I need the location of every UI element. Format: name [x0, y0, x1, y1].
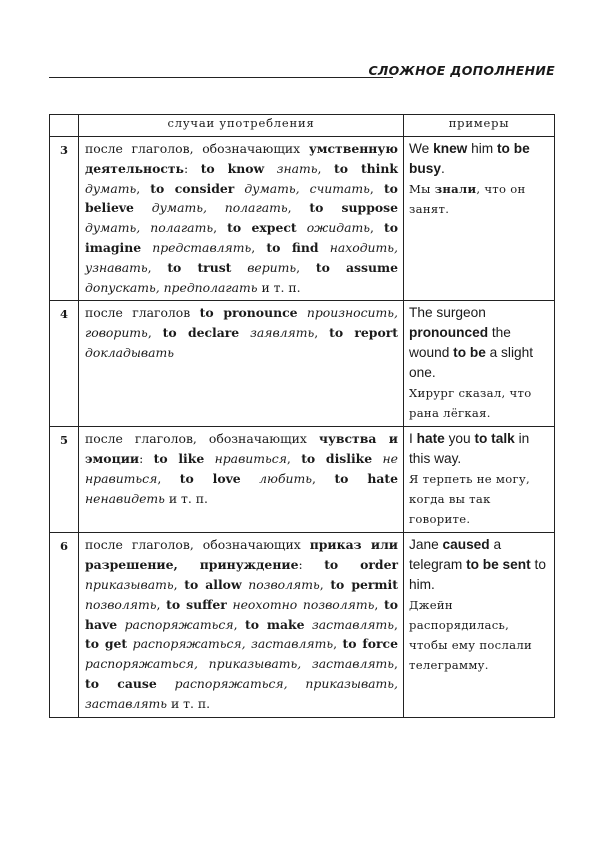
table-row	[50, 301, 555, 427]
examples-cell	[404, 301, 555, 427]
text-run: ,	[156, 596, 167, 612]
example-english	[409, 429, 550, 469]
usage-cell	[79, 533, 404, 717]
text-run: ,	[147, 259, 168, 275]
bold-term: чувства и эмоции	[85, 431, 398, 467]
examples-cell	[404, 427, 555, 533]
text-run	[372, 451, 382, 466]
usage-cell	[79, 427, 404, 533]
usage-table	[49, 114, 555, 718]
bold-term: to trust	[167, 259, 232, 275]
translation: неохотно позволять	[232, 596, 375, 612]
text-run: и т. п.	[164, 490, 208, 506]
table-row	[50, 533, 555, 717]
text-run: Хирург сказал, что рана лёгкая.	[409, 386, 532, 421]
examples-cell	[404, 137, 555, 301]
translation: находить, узнавать	[85, 239, 398, 275]
text-run: :	[298, 557, 325, 573]
bold-term: to talk	[474, 431, 515, 447]
text-run	[204, 451, 214, 466]
text-run: to him.	[409, 557, 546, 593]
row-number: 5	[50, 427, 79, 533]
text-run: a slight one.	[409, 345, 534, 381]
text-run: The surgeon	[409, 305, 486, 321]
bold-term: to allow	[184, 576, 242, 592]
translation: представлять	[152, 239, 252, 255]
text-run: после глаголов, обозначающих	[85, 537, 310, 553]
translation: думать, считать	[244, 180, 370, 196]
translation: распоряжаться, приказывать, заставлять	[85, 656, 395, 672]
text-run: и т. п.	[167, 695, 211, 711]
text-run: Jane	[409, 537, 443, 553]
text-run	[234, 181, 244, 196]
text-run	[297, 220, 307, 235]
row-number: 6	[50, 533, 79, 717]
translation: допускать, предполагать	[85, 279, 258, 295]
row-number: 4	[50, 301, 79, 427]
text-run: ,	[319, 576, 331, 592]
bold-term: to pronounce	[199, 305, 298, 321]
text-run: in this way.	[409, 431, 530, 467]
text-run: the wound	[409, 325, 511, 361]
bold-term: to cause	[85, 675, 157, 691]
text-run: ,	[394, 656, 398, 672]
row-number: 3	[50, 137, 79, 301]
column-header-examples: примеры	[404, 115, 555, 137]
text-run: ,	[136, 180, 151, 196]
section-title: СЛОЖНОЕ ДОПОЛНЕНИЕ	[368, 63, 555, 78]
translation: распоряжаться	[124, 616, 234, 632]
text-run: после глаголов	[85, 305, 200, 321]
text-run: ,	[157, 470, 180, 486]
translation: думать, полагать	[85, 220, 214, 236]
translation: заставлять	[311, 616, 395, 632]
text-run: ,	[312, 470, 335, 486]
bold-term: to permit	[330, 576, 398, 592]
table-row	[50, 427, 555, 533]
example-english	[409, 303, 550, 383]
bold-term: caused	[442, 537, 490, 553]
bold-term: to have	[85, 596, 398, 632]
text-run: you	[444, 431, 475, 447]
text-run: ,	[394, 616, 398, 632]
translation: любить	[259, 470, 313, 486]
text-run: ,	[251, 239, 267, 255]
text-run: Мы	[409, 182, 435, 196]
bold-term: knew	[433, 141, 468, 156]
bold-term: to find	[266, 239, 319, 255]
bold-term: hate	[416, 431, 445, 447]
text-run: We	[409, 141, 434, 156]
text-run: ,	[213, 220, 228, 236]
header-rule	[49, 77, 393, 78]
example-english	[409, 139, 550, 179]
translation: нравиться	[214, 451, 287, 467]
example-russian	[409, 179, 550, 219]
translation: верить	[247, 259, 297, 275]
bold-term: to suppose	[309, 200, 398, 216]
bold-term: to make	[245, 616, 305, 632]
text-run	[141, 240, 152, 255]
bold-term: to get	[85, 636, 128, 652]
translation: ненавидеть	[85, 490, 165, 506]
translation: позволять	[85, 596, 157, 612]
bold-term: to love	[179, 470, 241, 486]
bold-term: to be	[453, 345, 486, 361]
translation: произносить, говорить	[85, 305, 398, 341]
text-run: ,	[173, 576, 185, 592]
translation: докладывать	[85, 344, 175, 360]
text-run: ,	[333, 636, 343, 652]
usage-cell	[79, 137, 404, 301]
text-run	[117, 617, 125, 632]
text-run: ,	[286, 451, 302, 467]
usage-cell	[79, 301, 404, 427]
text-run: ,	[374, 596, 384, 612]
text-run	[264, 161, 277, 176]
text-run	[319, 240, 330, 255]
text-run	[298, 305, 307, 320]
translation: распоряжаться, приказывать, заставлять	[85, 675, 398, 711]
column-header-number	[50, 115, 79, 137]
bold-term: to believe	[85, 180, 398, 216]
translation: не нравиться	[85, 451, 398, 486]
translation: распоряжаться, заставлять	[132, 636, 334, 652]
bold-term: pronounced	[409, 325, 489, 341]
text-run: :	[139, 451, 154, 467]
bold-term: to suffer	[166, 596, 227, 612]
bold-term: to force	[342, 636, 398, 652]
text-run	[157, 676, 175, 691]
text-run	[304, 617, 312, 632]
translation: приказывать	[85, 576, 174, 592]
text-run	[239, 325, 250, 340]
text-run	[134, 200, 152, 215]
text-run: him	[467, 141, 497, 156]
bold-term: to dislike	[301, 451, 373, 467]
text-run: после глаголов, обозначающих	[85, 431, 319, 447]
text-run: ,	[369, 220, 384, 236]
translation: заявлять	[250, 325, 315, 341]
text-run: :	[183, 160, 201, 176]
bold-term: to report	[329, 325, 398, 341]
bold-term: to think	[334, 160, 398, 176]
text-run: после глаголов, обозначающих	[85, 141, 309, 156]
bold-term: приказ или разрешение, принуждение	[85, 537, 398, 573]
translation: знать	[276, 160, 318, 176]
text-run: ,	[317, 160, 335, 176]
bold-term: to order	[324, 557, 398, 573]
translation: думать, полагать	[151, 200, 288, 216]
column-header-usage: случаи употребления	[79, 115, 404, 137]
text-run: a telegram	[409, 537, 502, 573]
text-run: ,	[147, 325, 163, 341]
table-header-row	[50, 115, 555, 137]
table-row	[50, 137, 555, 301]
text-run: ,	[369, 180, 384, 196]
bold-term: to expect	[227, 220, 297, 236]
text-run	[241, 471, 260, 486]
translation: думать	[85, 180, 137, 196]
text-run: ,	[287, 200, 310, 216]
text-run: ,	[233, 616, 246, 632]
text-run: ,	[314, 325, 330, 341]
bold-term: to be sent	[466, 557, 531, 573]
text-run: Я терпеть не могу, когда вы так говорите.	[409, 472, 530, 527]
example-russian	[409, 595, 550, 675]
bold-term: знали	[434, 182, 477, 196]
example-russian	[409, 469, 550, 529]
text-run: Джейн распорядилась, чтобы ему послали телеграмму.	[409, 598, 533, 673]
text-run: .	[440, 161, 445, 176]
page-header	[49, 63, 555, 85]
example-russian	[409, 383, 550, 423]
text-run: и т. п.	[257, 279, 301, 295]
translation: позволять	[248, 576, 320, 592]
examples-cell	[404, 533, 555, 717]
bold-term: to hate	[334, 470, 398, 486]
translation: ожидать	[306, 220, 370, 236]
text-run: ,	[296, 259, 316, 275]
bold-term: to be busy	[409, 141, 530, 176]
bold-term: to declare	[162, 325, 240, 341]
example-english	[409, 535, 550, 595]
bold-term: to imagine	[85, 220, 398, 255]
bold-term: to assume	[315, 259, 398, 275]
text-run: , что он занят.	[409, 182, 526, 216]
bold-term: to consider	[150, 180, 235, 196]
text-run: I	[409, 431, 417, 447]
bold-term: умственную деятельность	[85, 141, 398, 176]
text-run	[231, 260, 247, 275]
bold-term: to know	[200, 160, 265, 176]
bold-term: to like	[153, 451, 205, 467]
